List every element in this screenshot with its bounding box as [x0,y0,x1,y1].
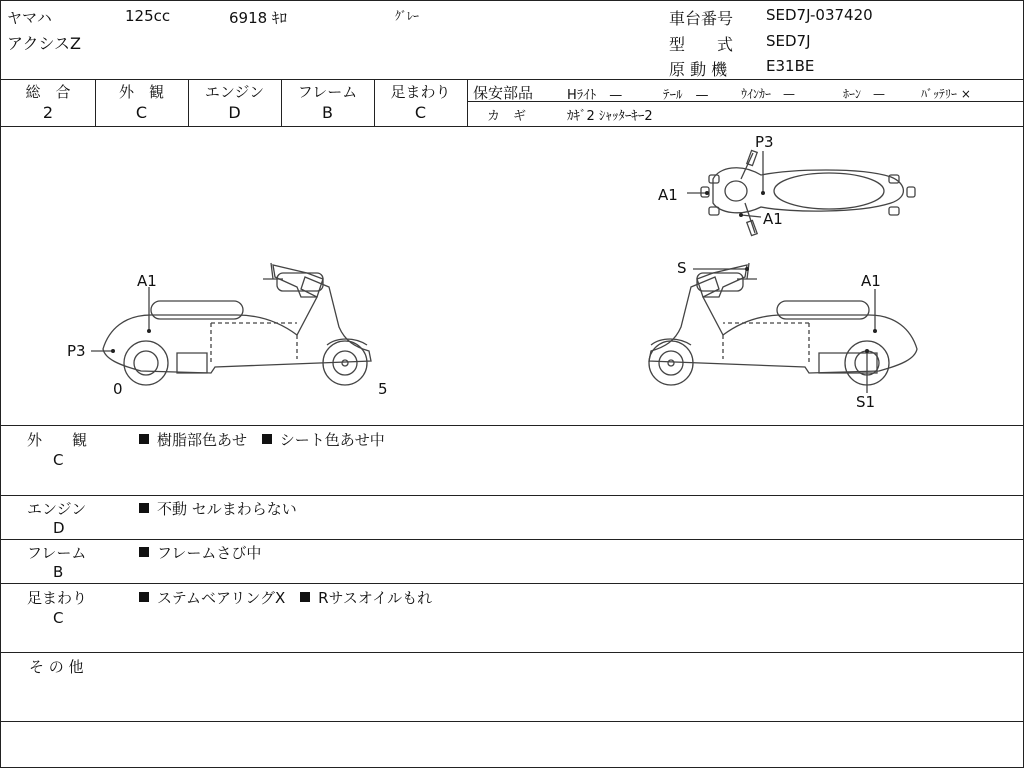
remark-note: 不動 セルまわらない [157,500,297,518]
label-left-a1: A1 [137,272,157,290]
grade-value-exterior: C [135,103,148,122]
safety-item-winker: ｳｲﾝｶｰ — [741,87,796,101]
divider [1,652,1023,653]
safety-item-headlight: Hﾗｲﾄ — [567,88,623,103]
safety-item-battery: ﾊﾞｯﾃﾘｰ × [921,87,971,101]
grade-value-overall: 2 [42,103,54,122]
remark-notes-suspension [139,587,432,608]
remark-note: シート色あせ中 [279,431,385,449]
scooter-damage-diagram [1,127,1023,425]
engine-label: 原 動 機 [669,60,728,79]
label-right-s: S [677,259,687,277]
grade-label-suspension: 足まわり [390,83,451,101]
remark-note: Rサスオイルもれ [318,589,433,607]
divider [1,721,1023,722]
mileage: 6918 ｷﾛ [229,9,287,27]
bullet-icon [262,434,272,444]
safety-item-horn: ﾎｰﾝ — [843,87,886,101]
grade-label-exterior: 外 観 [118,83,164,101]
label-top-a1-left: A1 [658,186,678,204]
type-value: SED7J [766,32,811,50]
remark-notes-frame [139,542,261,563]
safety-item-taillight: ﾃｰﾙ — [663,88,709,103]
frame-no-value: SED7J-037420 [766,6,873,24]
remark-label-engine: エンジン [27,500,87,518]
label-right-s1: S1 [856,393,876,411]
label-left-0: 0 [113,380,123,398]
divider [1,79,1023,80]
scooter-top-view [701,150,915,235]
bullet-icon [139,503,149,513]
grade-value-frame: B [322,103,333,122]
grade-value-engine: D [228,103,241,122]
remark-notes-engine [139,498,297,519]
remark-note: フレームさび中 [157,544,262,562]
remark-note: 樹脂部色あせ [157,431,248,449]
divider [1,425,1023,426]
model-name: アクシスZ [7,34,82,53]
divider [1,583,1023,584]
bullet-icon [139,547,149,557]
remark-label-other: そ の 他 [29,658,84,676]
divider [1,539,1023,540]
grade-label-frame: フレーム [297,83,358,101]
divider [1,495,1023,496]
remark-grade-frame: B [53,563,64,581]
displacement: 125cc [125,7,171,25]
grade-value-suspension: C [414,103,427,122]
remark-label-frame: フレーム [27,544,87,562]
remark-label-suspension: 足まわり [27,589,88,607]
label-top-p3: P3 [755,133,774,151]
grade-label-overall: 総 合 [25,83,71,101]
divider [467,79,468,126]
remark-note: ステムベアリングX [157,589,286,607]
remark-label-exterior: 外 観 [27,431,88,449]
bullet-icon [139,592,149,602]
bullet-icon [300,592,310,602]
key-value: ｶｷﾞ2 ｼｬｯﾀｰｷｰ2 [567,109,653,124]
safety-parts-label: 保安部品 [473,84,534,102]
bullet-icon [139,434,149,444]
label-left-5: 5 [378,380,388,398]
maker: ヤマハ [7,9,52,27]
label-right-a1: A1 [861,272,881,290]
remark-notes-exterior [139,429,385,450]
remark-grade-engine: D [53,519,65,537]
label-top-a1-right: A1 [763,210,783,228]
label-left-p3: P3 [67,342,86,360]
grade-label-engine: エンジン [204,83,265,101]
type-label: 型 式 [669,35,734,54]
remark-grade-exterior: C [53,451,64,469]
remark-grade-suspension: C [53,609,64,627]
engine-value: E31BE [766,57,815,75]
frame-no-label: 車台番号 [669,9,734,28]
color: ｸﾞﾚｰ [395,9,420,23]
key-label: カ ギ [487,109,527,124]
